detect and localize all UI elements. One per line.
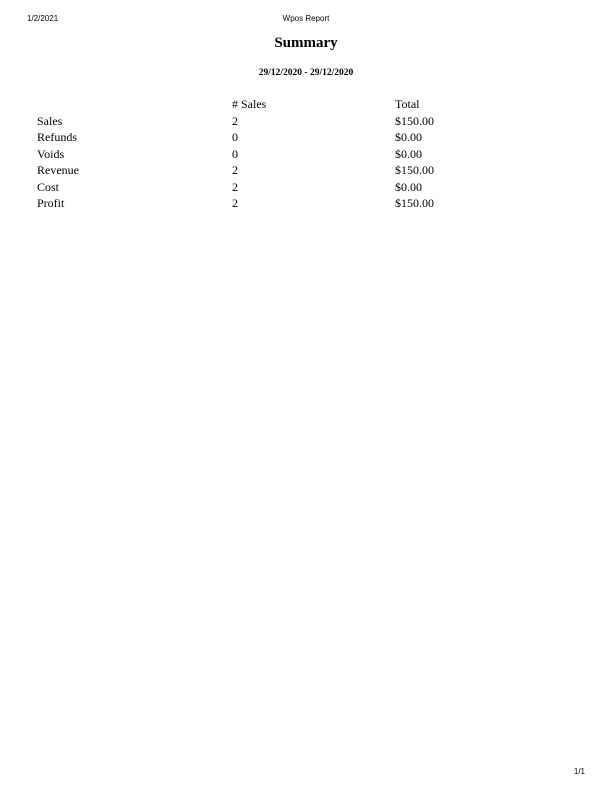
date-range: 29/12/2020 - 29/12/2020 <box>258 68 354 78</box>
row-count: 2 <box>232 179 238 194</box>
row-label: Revenue <box>37 163 79 177</box>
row-count: 2 <box>232 113 238 128</box>
row-label: Sales <box>37 113 63 128</box>
page-number: 1/1 <box>573 767 585 776</box>
summary-table <box>37 96 557 212</box>
table-row <box>37 195 557 212</box>
row-label: Refunds <box>37 130 77 144</box>
row-total: $0.00 <box>395 146 422 161</box>
row-label: Cost <box>37 179 60 194</box>
row-total: $0.00 <box>395 179 422 194</box>
row-total: $150.00 <box>395 196 434 210</box>
print-date: 1/2/2021 <box>27 14 59 23</box>
table-row <box>37 129 557 146</box>
row-total: $0.00 <box>395 130 422 144</box>
table-row <box>37 179 557 196</box>
row-count: 0 <box>232 146 238 161</box>
row-count: 0 <box>232 130 238 144</box>
row-total: $150.00 <box>395 113 434 128</box>
column-header-sales-count: # Sales <box>232 97 267 111</box>
row-count: 2 <box>232 163 238 177</box>
row-label: Profit <box>37 196 65 210</box>
table-row <box>37 113 557 130</box>
column-header-total: Total <box>395 97 420 111</box>
table-row <box>37 146 557 163</box>
page-title: Summary <box>274 35 338 51</box>
row-label: Voids <box>37 146 65 161</box>
table-row <box>37 162 557 179</box>
table-header-row <box>37 96 557 113</box>
print-header-title: Wpos Report <box>282 14 330 23</box>
row-total: $150.00 <box>395 163 434 177</box>
row-count: 2 <box>232 196 238 210</box>
